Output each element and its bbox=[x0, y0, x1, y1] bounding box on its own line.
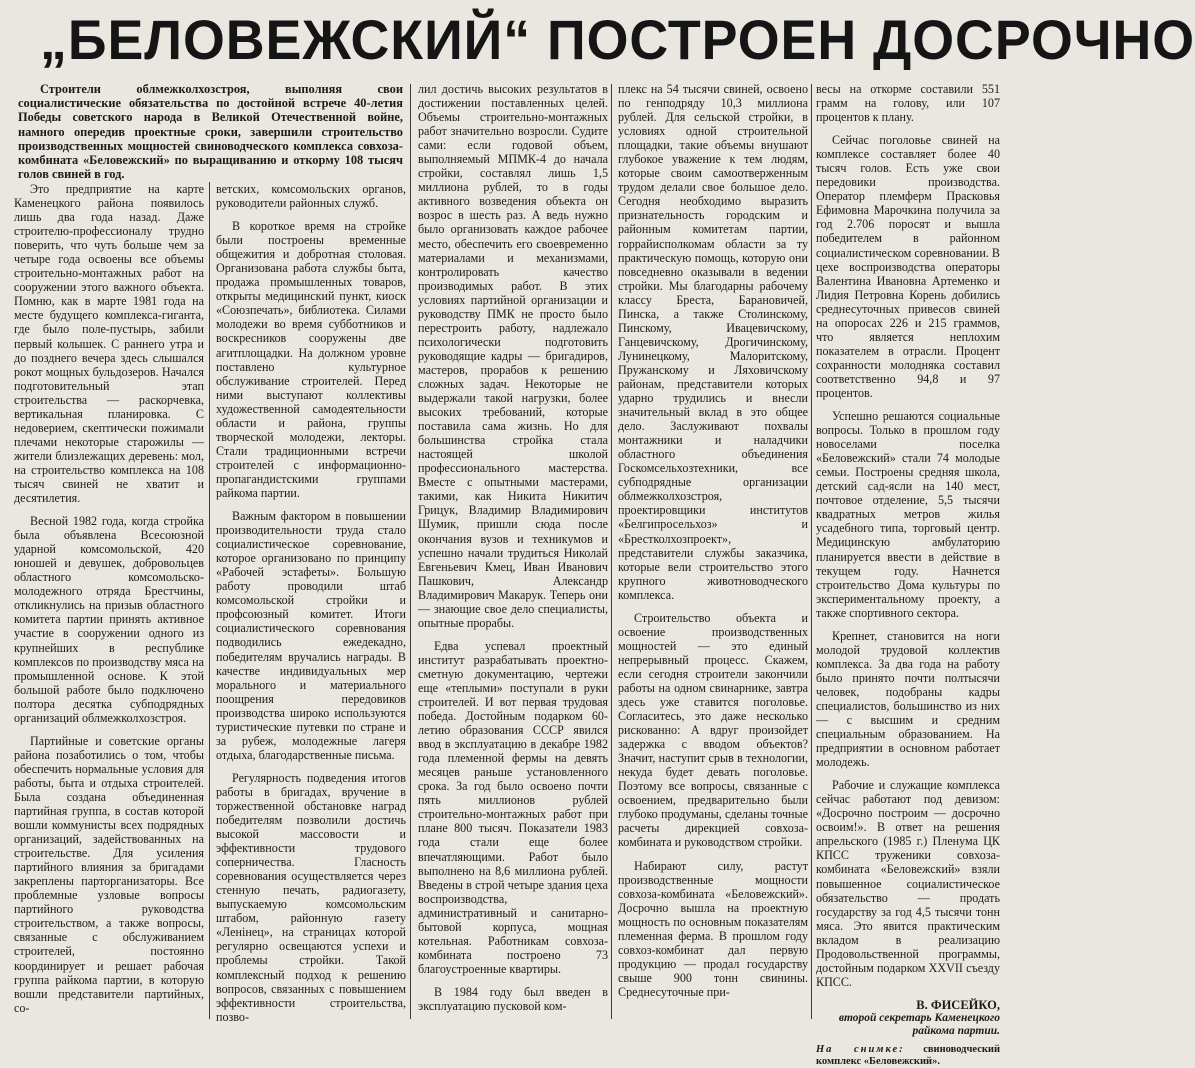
column-rule bbox=[209, 182, 210, 1019]
photo-caption bbox=[816, 1044, 1000, 1068]
paragraph: Рабочие и служащие комплекса сейчас работают под девизом: «Досрочно построим — досрочно освоим!». В ответ на решения апрельского (1985 г.) Пленума ЦК КПСС труженики совхоза-комбината «Беловежский» взяли повышенное социалистическое обязательство — продать государству за год 4,5 тысячи тонн мяса. Это явится практическим вкладом в реализацию Продовольственной программы, достойным подарком XXVII съезду КПСС. bbox=[816, 778, 1000, 989]
article-column-3 bbox=[418, 82, 608, 1024]
paragraph: В 1984 году был введен в эксплуатацию пусковой ком- bbox=[418, 984, 608, 1013]
caption-text: свиноводческий комплекс «Беловежский». bbox=[816, 1043, 1000, 1067]
paragraph: Строительство объекта и освоение производственных мощностей — это единый непрерывный процесс. Скажем, если сегодня строители закончили работы на одном свинарнике, завтра здесь уже ставится поголовье. Согласитесь, это даже несколько рискованно: А вдруг произойдет задержка с вводом объектов? Значит, наступит срыв в технологии, некуда будет девать поголовье. Поэтому все вопросы, связанные с освоением, предварительно были глубоко продуманы, сделаны точные расчеты дирекцией совхоза-комбината и руководством стройки. bbox=[618, 610, 808, 850]
paragraph: Важным фактором в повышении производительности труда стало социалистическое соревнование, которое организовано по принципу «Рабочей эстафеты». Большую работу проводили штаб комсомольской стройки и профсоюзный комитет. Итоги социалистического соревнования подводились ежедекадно, победителям вручались награды. В качестве индивидуальных мер морального и материального поощрения передовиков производства широко используются туристические путевки по стране и за рубеж, молодежные лагеря отдыха, благодарственные письма. bbox=[216, 509, 406, 762]
author-name: В. ФИСЕЙКО, bbox=[916, 997, 1000, 1012]
headline: „БЕЛОВЕЖСКИЙ“ ПОСТРОЕН ДОСРОЧНО bbox=[40, 8, 1195, 71]
paragraph: ветских, комсомольских органов, руководители районных служб. bbox=[216, 182, 406, 211]
article-column-5 bbox=[816, 82, 1000, 1067]
article-column-4 bbox=[618, 82, 808, 1024]
paragraph: весы на откорме составили 551 грамм на голову, или 107 процентов к плану. bbox=[816, 82, 1000, 125]
paragraph: Партийные и советские органы района позаботились о том, чтобы обеспечить нормальные условия для работы, быта и отдыха строителей. Была создана объединенная партийная группа, в состав которой вошли коммунисты всех подрядных организаций, задействованных на строительстве. Для усиления партийного влияния за бригадами закреплены парторганизаторы. Все проблемные узловые вопросы партийного руководства строительством, а также вопросы, связанные с обслуживанием строителей, постоянно координирует и решает рабочая группа райкома партии, в которую вошли представители партийных, со- bbox=[14, 733, 204, 1015]
article-column-1 bbox=[14, 182, 204, 1024]
paragraph: Регулярность подведения итогов работы в бригадах, вручение в торжественной обстановке наград победителям позволили достичь высокой массовости и эффективности трудового соперничества. Гласность соревнования осуществляется через стенную печать, радиогазету, выпускаемую комсомольским штабом, районную газету «Ленінец», на страницах которой регулярно освещаются успехи и проблемы стройки. Такой комплексный подход к решению вопросов, связанных с повышением эффективности строительства, позво- bbox=[216, 770, 406, 1024]
caption-label: На снимке: bbox=[816, 1043, 905, 1055]
paragraph: Успешно решаются социальные вопросы. Только в прошлом году новоселами поселка «Беловежский» стали 74 молодые семьи. Построены средняя школа, детский сад-ясли на 140 мест, почтовое отделение, 5,5 тысячи квадратных метров жилья усадебного типа, торговый центр. Медицинскую амбулаторию планируется ввести в действие в текущем году. Начнется строительство Дома культуры по экспериментальному проекту, а также спортивного сектора. bbox=[816, 409, 1000, 620]
paragraph: Это предприятие на карте Каменецкого района появилось лишь два года назад. Даже строителю-профессионалу трудно поверить, что чуть больше чем за четыре года освоены все объемы строительно-монтажных работ на сооружении этого важного объекта. Помню, как в марте 1981 года на месте будущего комплекса-гиганта, где было поле-пустырь, забили первый колышек. С раннего утра и до позднего вечера здесь слышался рокот мощных бульдозеров. Начался подготовительный этап строительства — раскорчевка, вертикальная планировка. С недоверием, скептически пожимали плечами некоторые старожилы — жители близлежащих деревень: мол, на строительство комплекса на 108 тысяч свиней не хватит и десятилетия. bbox=[14, 182, 204, 506]
paragraph: лил достичь высоких результатов в достижении поставленных целей. Объемы строительно-монтажных работ значительно возросли. Судите сами: если годовой объем, выполняемый МПМК-4 до начала стройки, составлял лишь 1,5 миллиона рублей, то в годы активного возведения объекта он возрос в шесть раз. А ведь нужно было организовать каждое рабочее место, обеспечить его своевременно материалами и механизмами, контролировать качество производимых работ. В этих условиях партийной организации и руководству ПМК не просто было перестроить работу, надлежало психологически подготовить руководящие кадры — бригадиров, мастеров, прорабов к решению сложных задач. Некоторые не выдержали такой нагрузки, более высоких требований, которые поставила сама жизнь. Но для большинства стройка стала настоящей школой профессионального мастерства. Вместе с опытными мастерами, такими, как Никита Никитич Грицук, Владимир Владимирович Шумик, пришли сюда после окончания вузов и техникумов и успешно начали трудиться Николай Евгеньевич Кмец, Иван Иванович Пашкович, Александр Владимирович Макарук. Теперь они — знающие свое дело специалисты, опытные прорабы. bbox=[418, 82, 608, 630]
column-rule bbox=[410, 84, 411, 1019]
paragraph: Весной 1982 года, когда стройка была объявлена Всесоюзной ударной комсомольской, 420 юношей и девушек, добровольцев областного комсомольско-молодежного отряда Брестчины, откликнулись на призыв областного комитета партии принять активное участие в сооружении одного из крупнейших в республике комплексов по производству мяса на промышленной основе. К этой большой работе было подключено полтора десятка субподрядных организаций облмежколхозстроя. bbox=[14, 514, 204, 725]
column-rule bbox=[811, 84, 812, 1019]
paragraph: Едва успевал проектный институт разрабатывать проектно-сметную документацию, чертежи еще «теплыми» поступали в руки строителей. И вот первая трудовая победа. Достойным подарком 60-летию образования СССР явился ввод в эксплуатацию в декабре 1982 года племенной фермы на девять месяцев раньше установленного срока. За год было освоено почти пять миллионов рублей строительно-монтажных работ при плане 800 тысяч. Показатели 1983 года стали еще более впечатляющими. Работ было выполнено на 8,6 миллиона рублей. Введены в строй четыре здания цеха воспроизводства, административный и санитарно-бытовой корпуса, мощная котельная. Работникам совхоза-комбината построено 73 благоустроенные квартиры. bbox=[418, 638, 608, 976]
paragraph: Крепнет, становится на ноги молодой трудовой коллектив комплекса. За два года на работу было принято почти полтысячи человек, подобраны кадры специалистов, большинство из них — с высшим и средним специальным образованием. На предприятии в основном работает молодежь. bbox=[816, 628, 1000, 770]
paragraph: В короткое время на стройке были построены временные общежития и добротная столовая. Организована работа службы быта, продажа промышленных товаров, открыты медицинский пункт, киоск «Союзпечать», библиотека. Силами молодежи во время субботников и воскресников сооружены две агитплощадки. На должном уровне поставлено культурное обслуживание строителей. Перед ними выступают коллективы художественной самодеятельности области и района, группы творческой молодежи, лекторы. Стали традиционными встречи строителей с информационно-пропагандистскими группами райкома партии. bbox=[216, 219, 406, 500]
paragraph: плекс на 54 тысячи свиней, освоено по генподряду 10,3 миллиона рублей. Для сельской стройки, в условиях одной строительной площадки, такие объемы внушают глубокое уважение к тем людям, которые своим самоотверженным трудом делали свое большое дело. Сегодня необходимо выразить признательность городским и районным комитетам партии, горрайисполкомам области за ту практическую помощь, которую они повседневно оказывали в ведении стройки. Мы благодарны рабочему классу Бреста, Барановичей, Пинска, а также Столинскому, Пинскому, Ивацевичскому, Ганцевичскому, Дрогичинскому, Лунинецкому, Малоритскому, Пружанскому и Ляховичскому районам, представители которых ударно трудились и внесли значительный вклад в это общее дело. Заслуживают похвалы монтажники и наладчики областного объединения Госкомсельхозтехники, все субподрядные организации облмежколхозстроя, проектировщики институтов «Белгипросельхоз» и «Брестколхозпроект», представители службы заказчика, которые вели строительство этого крупного животноводческого комплекса. bbox=[618, 82, 808, 602]
paragraph: Сейчас поголовье свиней на комплексе составляет более 40 тысяч голов. Есть уже свои передовики производства. Оператор племферм Прасковья Ефимовна Марочкина получила за год 2.706 поросят и вышла победителем в районном социалистическом соревновании. В цехе воспроизводства операторы Валентина Ивановна Артеменко и Лидия Петровна Корень добились среднесуточных привесов свиней на опоросах 226 и 215 граммов, что является неплохим показателем в отрасли. Процент сохранности молодняка составил соответственно 94,8 и 97 процентов. bbox=[816, 133, 1000, 400]
author-role: второй секретарь Каменецкого райкома партии. bbox=[838, 1011, 1000, 1037]
paragraph: Набирают силу, растут производственные мощности совхоза-комбината «Беловежский». Досрочно вышла на проектную мощность по основным показателям племенная ферма. В прошлом году совхоз-комбинат дал первую продукцию — продал государству свыше 900 тонн свинины. Среднесуточные при- bbox=[618, 858, 808, 999]
lead-paragraph: Строители облмежколхозстроя, выполняя свои социалистические обязательства по достойной встрече 40-летия Победы советского народа в Великой Отечественной войне, намного опередив проектные сроки, завершили строительство производственных мощностей свиноводческого комплекса совхоза-комбината «Беловежский» по выращиванию и откорму 108 тысяч голов свиней в год. bbox=[18, 82, 403, 182]
column-rule bbox=[611, 84, 612, 1019]
article-column-2 bbox=[216, 182, 406, 1024]
